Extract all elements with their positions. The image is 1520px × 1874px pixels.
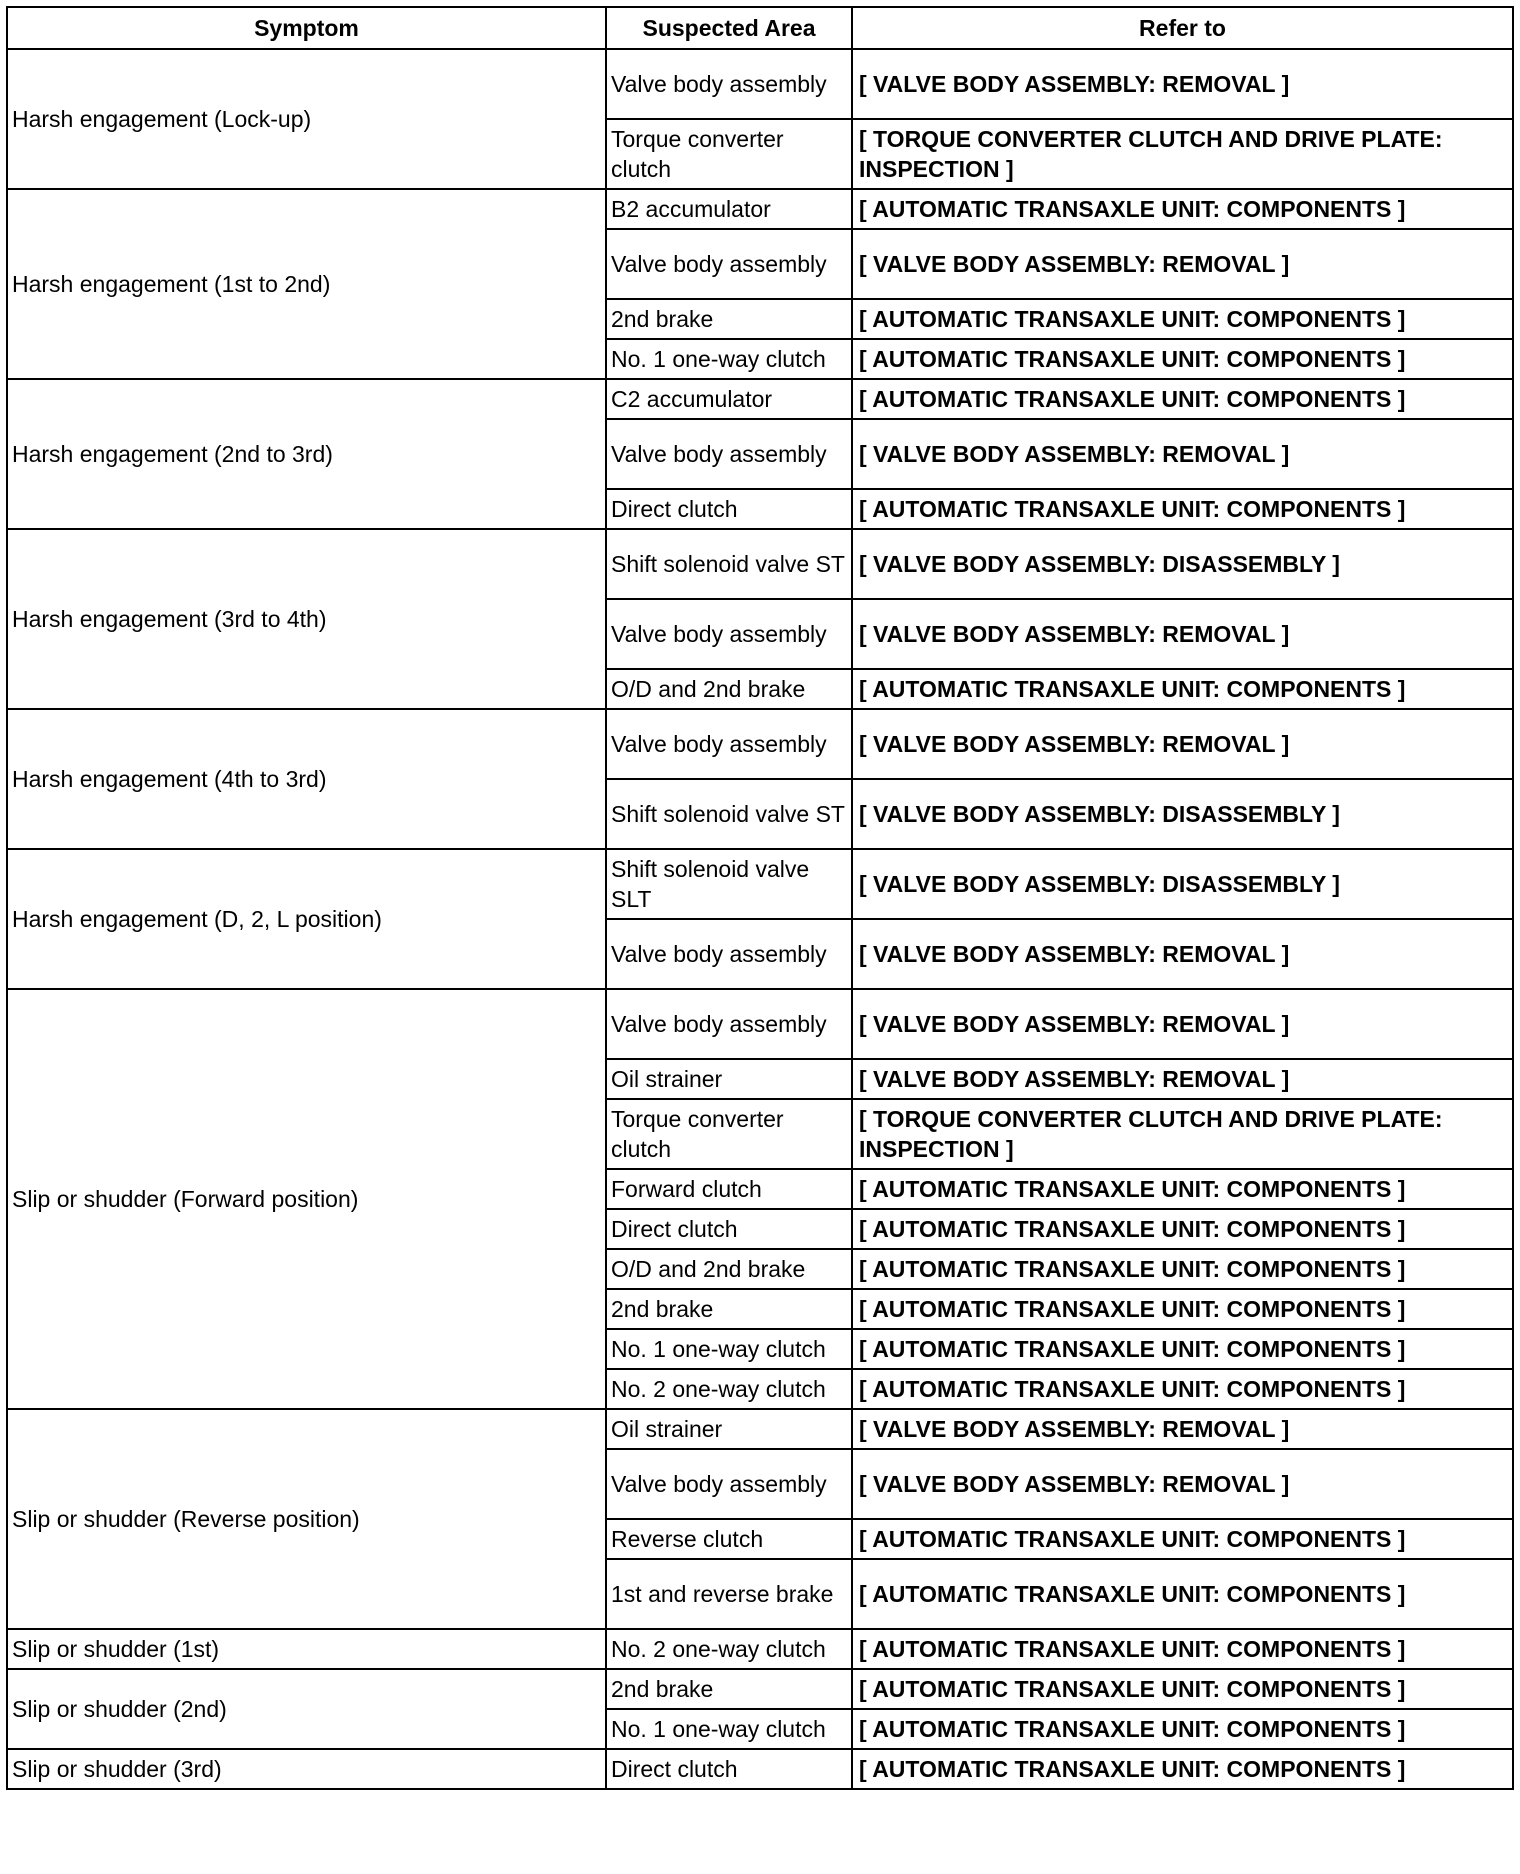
suspected-area-cell: Valve body assembly: [606, 49, 852, 119]
suspected-area-cell: Valve body assembly: [606, 1449, 852, 1519]
suspected-area-cell: Direct clutch: [606, 1209, 852, 1249]
symptom-cell: Slip or shudder (3rd): [7, 1749, 606, 1789]
symptom-cell: Harsh engagement (1st to 2nd): [7, 189, 606, 379]
table-row: [7, 849, 1513, 919]
refer-to-link[interactable]: [ VALVE BODY ASSEMBLY: REMOVAL ]: [852, 919, 1513, 989]
suspected-area-cell: 2nd brake: [606, 1669, 852, 1709]
suspected-area-cell: Reverse clutch: [606, 1519, 852, 1559]
suspected-area-cell: Direct clutch: [606, 489, 852, 529]
refer-to-link[interactable]: [ VALVE BODY ASSEMBLY: REMOVAL ]: [852, 989, 1513, 1059]
symptom-cell: Slip or shudder (Forward position): [7, 989, 606, 1409]
suspected-area-cell: Shift solenoid valve SLT: [606, 849, 852, 919]
suspected-area-cell: 1st and reverse brake: [606, 1559, 852, 1629]
suspected-area-cell: Oil strainer: [606, 1409, 852, 1449]
symptom-cell: Harsh engagement (Lock-up): [7, 49, 606, 189]
symptom-cell: Harsh engagement (2nd to 3rd): [7, 379, 606, 529]
refer-to-link[interactable]: [ AUTOMATIC TRANSAXLE UNIT: COMPONENTS ]: [852, 1169, 1513, 1209]
refer-to-link[interactable]: [ AUTOMATIC TRANSAXLE UNIT: COMPONENTS ]: [852, 1369, 1513, 1409]
suspected-area-cell: Valve body assembly: [606, 419, 852, 489]
refer-to-link[interactable]: [ AUTOMATIC TRANSAXLE UNIT: COMPONENTS ]: [852, 299, 1513, 339]
refer-to-link[interactable]: [ TORQUE CONVERTER CLUTCH AND DRIVE PLATE: INSPECTION ]: [852, 1099, 1513, 1169]
symptom-cell: Harsh engagement (D, 2, L position): [7, 849, 606, 989]
refer-to-link[interactable]: [ AUTOMATIC TRANSAXLE UNIT: COMPONENTS ]: [852, 1709, 1513, 1749]
refer-to-link[interactable]: [ VALVE BODY ASSEMBLY: DISASSEMBLY ]: [852, 779, 1513, 849]
table-row: [7, 49, 1513, 119]
suspected-area-cell: Valve body assembly: [606, 599, 852, 669]
suspected-area-cell: Valve body assembly: [606, 229, 852, 299]
refer-to-link[interactable]: [ TORQUE CONVERTER CLUTCH AND DRIVE PLATE: INSPECTION ]: [852, 119, 1513, 189]
refer-to-link[interactable]: [ VALVE BODY ASSEMBLY: DISASSEMBLY ]: [852, 849, 1513, 919]
refer-to-link[interactable]: [ AUTOMATIC TRANSAXLE UNIT: COMPONENTS ]: [852, 1329, 1513, 1369]
suspected-area-cell: Shift solenoid valve ST: [606, 529, 852, 599]
suspected-area-cell: Valve body assembly: [606, 989, 852, 1059]
suspected-area-cell: Oil strainer: [606, 1059, 852, 1099]
suspected-area-cell: No. 2 one-way clutch: [606, 1629, 852, 1669]
suspected-area-cell: No. 1 one-way clutch: [606, 339, 852, 379]
symptom-cell: Harsh engagement (3rd to 4th): [7, 529, 606, 709]
refer-to-link[interactable]: [ AUTOMATIC TRANSAXLE UNIT: COMPONENTS ]: [852, 1559, 1513, 1629]
refer-to-link[interactable]: [ VALVE BODY ASSEMBLY: REMOVAL ]: [852, 419, 1513, 489]
refer-to-link[interactable]: [ AUTOMATIC TRANSAXLE UNIT: COMPONENTS ]: [852, 379, 1513, 419]
suspected-area-cell: Forward clutch: [606, 1169, 852, 1209]
header-row: [7, 7, 1513, 49]
refer-to-link[interactable]: [ AUTOMATIC TRANSAXLE UNIT: COMPONENTS ]: [852, 1749, 1513, 1789]
table-row: [7, 1629, 1513, 1669]
refer-to-link[interactable]: [ AUTOMATIC TRANSAXLE UNIT: COMPONENTS ]: [852, 1629, 1513, 1669]
refer-to-link[interactable]: [ AUTOMATIC TRANSAXLE UNIT: COMPONENTS ]: [852, 1209, 1513, 1249]
symptom-table: [6, 6, 1514, 1790]
suspected-area-cell: No. 1 one-way clutch: [606, 1329, 852, 1369]
header-symptom: Symptom: [7, 7, 606, 49]
refer-to-link[interactable]: [ AUTOMATIC TRANSAXLE UNIT: COMPONENTS ]: [852, 1519, 1513, 1559]
refer-to-link[interactable]: [ VALVE BODY ASSEMBLY: REMOVAL ]: [852, 1449, 1513, 1519]
refer-to-link[interactable]: [ VALVE BODY ASSEMBLY: REMOVAL ]: [852, 709, 1513, 779]
suspected-area-cell: Torque converter clutch: [606, 1099, 852, 1169]
suspected-area-cell: Valve body assembly: [606, 919, 852, 989]
table-row: [7, 379, 1513, 419]
table-row: [7, 989, 1513, 1059]
table-row: [7, 529, 1513, 599]
suspected-area-cell: C2 accumulator: [606, 379, 852, 419]
suspected-area-cell: No. 2 one-way clutch: [606, 1369, 852, 1409]
table-row: [7, 1409, 1513, 1449]
suspected-area-cell: B2 accumulator: [606, 189, 852, 229]
header-suspected-area: Suspected Area: [606, 7, 852, 49]
refer-to-link[interactable]: [ VALVE BODY ASSEMBLY: REMOVAL ]: [852, 49, 1513, 119]
table-row: [7, 189, 1513, 229]
refer-to-link[interactable]: [ AUTOMATIC TRANSAXLE UNIT: COMPONENTS ]: [852, 1289, 1513, 1329]
symptom-cell: Slip or shudder (1st): [7, 1629, 606, 1669]
table-body: [7, 49, 1513, 1789]
table-row: [7, 709, 1513, 779]
suspected-area-cell: Valve body assembly: [606, 709, 852, 779]
refer-to-link[interactable]: [ VALVE BODY ASSEMBLY: REMOVAL ]: [852, 229, 1513, 299]
refer-to-link[interactable]: [ VALVE BODY ASSEMBLY: REMOVAL ]: [852, 599, 1513, 669]
refer-to-link[interactable]: [ AUTOMATIC TRANSAXLE UNIT: COMPONENTS ]: [852, 339, 1513, 379]
suspected-area-cell: No. 1 one-way clutch: [606, 1709, 852, 1749]
refer-to-link[interactable]: [ AUTOMATIC TRANSAXLE UNIT: COMPONENTS ]: [852, 1249, 1513, 1289]
suspected-area-cell: Torque converter clutch: [606, 119, 852, 189]
refer-to-link[interactable]: [ AUTOMATIC TRANSAXLE UNIT: COMPONENTS ]: [852, 1669, 1513, 1709]
symptom-cell: Slip or shudder (Reverse position): [7, 1409, 606, 1629]
suspected-area-cell: 2nd brake: [606, 299, 852, 339]
refer-to-link[interactable]: [ AUTOMATIC TRANSAXLE UNIT: COMPONENTS ]: [852, 489, 1513, 529]
refer-to-link[interactable]: [ AUTOMATIC TRANSAXLE UNIT: COMPONENTS ]: [852, 669, 1513, 709]
symptom-cell: Slip or shudder (2nd): [7, 1669, 606, 1749]
suspected-area-cell: O/D and 2nd brake: [606, 1249, 852, 1289]
table-row: [7, 1669, 1513, 1709]
suspected-area-cell: Direct clutch: [606, 1749, 852, 1789]
suspected-area-cell: 2nd brake: [606, 1289, 852, 1329]
table-row: [7, 1749, 1513, 1789]
refer-to-link[interactable]: [ VALVE BODY ASSEMBLY: REMOVAL ]: [852, 1059, 1513, 1099]
suspected-area-cell: Shift solenoid valve ST: [606, 779, 852, 849]
refer-to-link[interactable]: [ VALVE BODY ASSEMBLY: DISASSEMBLY ]: [852, 529, 1513, 599]
refer-to-link[interactable]: [ VALVE BODY ASSEMBLY: REMOVAL ]: [852, 1409, 1513, 1449]
header-refer-to: Refer to: [852, 7, 1513, 49]
refer-to-link[interactable]: [ AUTOMATIC TRANSAXLE UNIT: COMPONENTS ]: [852, 189, 1513, 229]
suspected-area-cell: O/D and 2nd brake: [606, 669, 852, 709]
symptom-cell: Harsh engagement (4th to 3rd): [7, 709, 606, 849]
table-wrapper: [6, 6, 1512, 1790]
